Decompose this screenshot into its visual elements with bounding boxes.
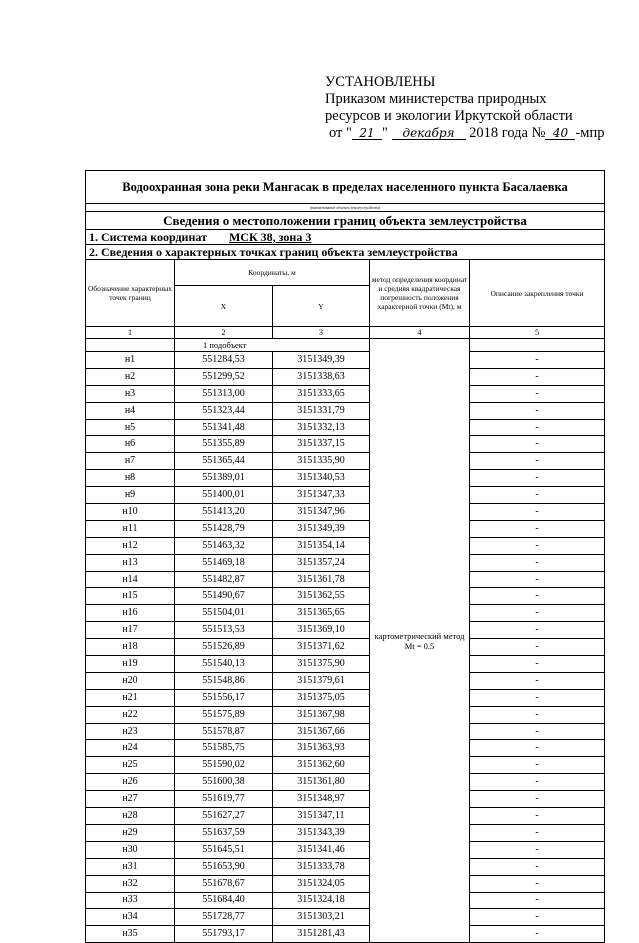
approval-date-line — [329, 125, 625, 142]
approval-number: 40 — [545, 127, 575, 140]
point-x: 551504,01 — [175, 605, 273, 622]
point-y: 3151333,78 — [273, 858, 370, 875]
point-name: н2 — [86, 368, 175, 385]
point-desc: - — [470, 588, 605, 605]
point-desc: - — [470, 774, 605, 791]
point-name: н21 — [86, 689, 175, 706]
point-desc: - — [470, 520, 605, 537]
table-row — [86, 571, 605, 588]
col-number: 5 — [470, 327, 605, 339]
point-y: 3151371,62 — [273, 639, 370, 656]
coordinate-system-value: МСК 38, зона 3 — [228, 229, 312, 244]
approval-prefix: от " — [329, 125, 352, 141]
point-desc: - — [470, 537, 605, 554]
table-row — [86, 419, 605, 436]
point-desc: - — [470, 504, 605, 521]
point-desc: - — [470, 385, 605, 402]
approval-year: 2018 года № — [469, 125, 546, 141]
point-x: 551490,67 — [175, 588, 273, 605]
table-row — [86, 588, 605, 605]
point-desc: - — [470, 470, 605, 487]
point-name: н13 — [86, 554, 175, 571]
point-y: 3151303,21 — [273, 909, 370, 926]
point-desc: - — [470, 841, 605, 858]
method-cell: картометрический метод Mt = 0.5 — [370, 339, 470, 943]
point-x: 551637,59 — [175, 824, 273, 841]
point-name: н28 — [86, 808, 175, 825]
point-y: 3151340,53 — [273, 470, 370, 487]
table-row — [86, 436, 605, 453]
point-name: н9 — [86, 487, 175, 504]
point-x: 551463,32 — [175, 537, 273, 554]
table-row — [86, 757, 605, 774]
point-name: н23 — [86, 723, 175, 740]
table-row — [86, 605, 605, 622]
title-note: (наименование объекта землеустройства) — [86, 204, 605, 212]
point-name: н3 — [86, 385, 175, 402]
subobject-desc-cell — [470, 339, 605, 352]
point-desc: - — [470, 419, 605, 436]
point-x: 551355,89 — [175, 436, 273, 453]
col-number: 4 — [370, 327, 470, 339]
point-x: 551645,51 — [175, 841, 273, 858]
col-header-coords: Координаты, м — [175, 260, 370, 286]
point-desc: - — [470, 808, 605, 825]
point-name: н18 — [86, 639, 175, 656]
point-x: 551653,90 — [175, 858, 273, 875]
table-row — [86, 520, 605, 537]
point-y: 3151362,55 — [273, 588, 370, 605]
point-x: 551627,27 — [175, 808, 273, 825]
point-x: 551428,79 — [175, 520, 273, 537]
point-y: 3151367,98 — [273, 706, 370, 723]
point-name: н6 — [86, 436, 175, 453]
point-y: 3151332,13 — [273, 419, 370, 436]
point-desc: - — [470, 656, 605, 673]
table-row — [86, 504, 605, 521]
point-x: 551526,89 — [175, 639, 273, 656]
point-y: 3151369,10 — [273, 622, 370, 639]
table-row — [86, 385, 605, 402]
table-row — [86, 706, 605, 723]
document-title: Водоохранная зона реки Мангасак в пределах населенного пункта Басалаевка — [86, 171, 605, 204]
point-desc: - — [470, 909, 605, 926]
point-desc: - — [470, 875, 605, 892]
col-header-desc: Описание закрепления точки — [470, 260, 605, 327]
point-desc: - — [470, 824, 605, 841]
point-name: н10 — [86, 504, 175, 521]
table-row — [86, 791, 605, 808]
point-x: 551482,87 — [175, 571, 273, 588]
point-name: н17 — [86, 622, 175, 639]
table-row — [86, 487, 605, 504]
point-x: 551678,67 — [175, 875, 273, 892]
point-y: 3151348,97 — [273, 791, 370, 808]
table-row — [86, 554, 605, 571]
point-y: 3151338,63 — [273, 368, 370, 385]
point-y: 3151343,39 — [273, 824, 370, 841]
point-y: 3151333,65 — [273, 385, 370, 402]
coordinate-system-row — [86, 230, 605, 245]
point-desc: - — [470, 706, 605, 723]
point-name: н11 — [86, 520, 175, 537]
point-name: н12 — [86, 537, 175, 554]
table-row — [86, 926, 605, 943]
point-y: 3151361,78 — [273, 571, 370, 588]
point-desc: - — [470, 622, 605, 639]
table-row — [86, 909, 605, 926]
point-x: 551341,48 — [175, 419, 273, 436]
point-y: 3151349,39 — [273, 352, 370, 369]
point-x: 551389,01 — [175, 470, 273, 487]
point-y: 3151347,96 — [273, 504, 370, 521]
col-number: 2 — [175, 327, 273, 339]
point-desc: - — [470, 672, 605, 689]
point-name: н35 — [86, 926, 175, 943]
col-header-method: метод определения координат и средняя квадратическая погрешность положения характерной точки (Mt), м — [370, 260, 470, 327]
point-name: н14 — [86, 571, 175, 588]
point-y: 3151365,65 — [273, 605, 370, 622]
point-x: 551299,52 — [175, 368, 273, 385]
table-row — [86, 858, 605, 875]
point-y: 3151363,93 — [273, 740, 370, 757]
point-x: 551323,44 — [175, 402, 273, 419]
point-x: 551469,18 — [175, 554, 273, 571]
point-x: 551400,01 — [175, 487, 273, 504]
point-x: 551585,75 — [175, 740, 273, 757]
point-desc: - — [470, 791, 605, 808]
point-x: 551684,40 — [175, 892, 273, 909]
table-row — [86, 672, 605, 689]
point-y: 3151375,05 — [273, 689, 370, 706]
subobject-empty-cell — [86, 339, 175, 352]
point-y: 3151331,79 — [273, 402, 370, 419]
points-section-title: 2. Сведения о характерных точках границ объекта землеустройства — [86, 245, 605, 260]
point-desc: - — [470, 740, 605, 757]
point-name: н31 — [86, 858, 175, 875]
point-name: н30 — [86, 841, 175, 858]
table-row — [86, 622, 605, 639]
table-row — [86, 639, 605, 656]
point-name: н24 — [86, 740, 175, 757]
point-y: 3151324,05 — [273, 875, 370, 892]
point-x: 551548,86 — [175, 672, 273, 689]
point-desc: - — [470, 689, 605, 706]
point-desc: - — [470, 605, 605, 622]
point-name: н32 — [86, 875, 175, 892]
point-x: 551793,17 — [175, 926, 273, 943]
approval-quote: " — [381, 125, 388, 141]
table-row — [86, 689, 605, 706]
col-header-x: X — [175, 286, 273, 327]
table-row — [86, 892, 605, 909]
point-x: 551513,53 — [175, 622, 273, 639]
table-row — [86, 470, 605, 487]
coordinate-system-label: 1. Система координат — [89, 229, 207, 244]
point-x: 551728,77 — [175, 909, 273, 926]
point-y: 3151347,33 — [273, 487, 370, 504]
point-desc: - — [470, 352, 605, 369]
point-name: н1 — [86, 352, 175, 369]
point-desc: - — [470, 554, 605, 571]
point-y: 3151361,80 — [273, 774, 370, 791]
point-desc: - — [470, 436, 605, 453]
col-number: 1 — [86, 327, 175, 339]
point-x: 551600,38 — [175, 774, 273, 791]
point-name: н7 — [86, 453, 175, 470]
boundary-table — [85, 170, 605, 943]
section-heading: Сведения о местоположении границ объекта землеустройства — [86, 212, 605, 230]
point-x: 551590,02 — [175, 757, 273, 774]
point-y: 3151367,66 — [273, 723, 370, 740]
point-y: 3151337,15 — [273, 436, 370, 453]
col-header-y: Y — [273, 286, 370, 327]
approval-line-2: Приказом министерства природных — [325, 91, 547, 107]
table-row — [86, 841, 605, 858]
approval-title: УСТАНОВЛЕНЫ — [325, 74, 436, 90]
point-name: н8 — [86, 470, 175, 487]
table-row — [86, 808, 605, 825]
point-x: 551313,00 — [175, 385, 273, 402]
point-x: 551556,17 — [175, 689, 273, 706]
table-row — [86, 453, 605, 470]
point-desc: - — [470, 402, 605, 419]
point-y: 3151349,39 — [273, 520, 370, 537]
point-desc: - — [470, 487, 605, 504]
approval-day: 21 — [352, 127, 382, 140]
point-name: н25 — [86, 757, 175, 774]
table-row — [86, 352, 605, 369]
point-y: 3151335,90 — [273, 453, 370, 470]
point-desc: - — [470, 858, 605, 875]
point-name: н22 — [86, 706, 175, 723]
point-y: 3151281,43 — [273, 926, 370, 943]
point-desc: - — [470, 571, 605, 588]
point-desc: - — [470, 926, 605, 943]
table-row — [86, 368, 605, 385]
subobject-label: 1 подобъект — [175, 339, 370, 352]
point-name: н19 — [86, 656, 175, 673]
point-y: 3151347,11 — [273, 808, 370, 825]
point-x: 551578,87 — [175, 723, 273, 740]
point-name: н29 — [86, 824, 175, 841]
point-x: 551540,13 — [175, 656, 273, 673]
table-row — [86, 723, 605, 740]
point-name: н33 — [86, 892, 175, 909]
point-name: н34 — [86, 909, 175, 926]
point-desc: - — [470, 892, 605, 909]
point-y: 3151362,60 — [273, 757, 370, 774]
point-y: 3151341,46 — [273, 841, 370, 858]
table-row — [86, 774, 605, 791]
approval-block — [325, 74, 625, 142]
point-x: 551284,53 — [175, 352, 273, 369]
point-x: 551365,44 — [175, 453, 273, 470]
point-desc: - — [470, 453, 605, 470]
point-desc: - — [470, 639, 605, 656]
point-name: н26 — [86, 774, 175, 791]
table-row — [86, 537, 605, 554]
point-name: н15 — [86, 588, 175, 605]
point-desc: - — [470, 757, 605, 774]
point-y: 3151357,24 — [273, 554, 370, 571]
point-y: 3151375,90 — [273, 656, 370, 673]
point-y: 3151354,14 — [273, 537, 370, 554]
point-name: н16 — [86, 605, 175, 622]
approval-line-3: ресурсов и экологии Иркутской области — [325, 108, 573, 124]
col-number: 3 — [273, 327, 370, 339]
point-x: 551413,20 — [175, 504, 273, 521]
point-desc: - — [470, 368, 605, 385]
table-row — [86, 824, 605, 841]
col-header-point: Обозначение характерных точек границ — [86, 260, 175, 327]
point-name: н4 — [86, 402, 175, 419]
point-x: 551619,77 — [175, 791, 273, 808]
point-name: н5 — [86, 419, 175, 436]
table-row — [86, 656, 605, 673]
table-row — [86, 402, 605, 419]
point-y: 3151379,61 — [273, 672, 370, 689]
point-name: н20 — [86, 672, 175, 689]
point-name: н27 — [86, 791, 175, 808]
table-row — [86, 740, 605, 757]
approval-suffix: -мпр — [575, 125, 605, 141]
point-desc: - — [470, 723, 605, 740]
table-row — [86, 875, 605, 892]
approval-month: декабря — [392, 127, 466, 140]
point-x: 551575,89 — [175, 706, 273, 723]
point-y: 3151324,18 — [273, 892, 370, 909]
